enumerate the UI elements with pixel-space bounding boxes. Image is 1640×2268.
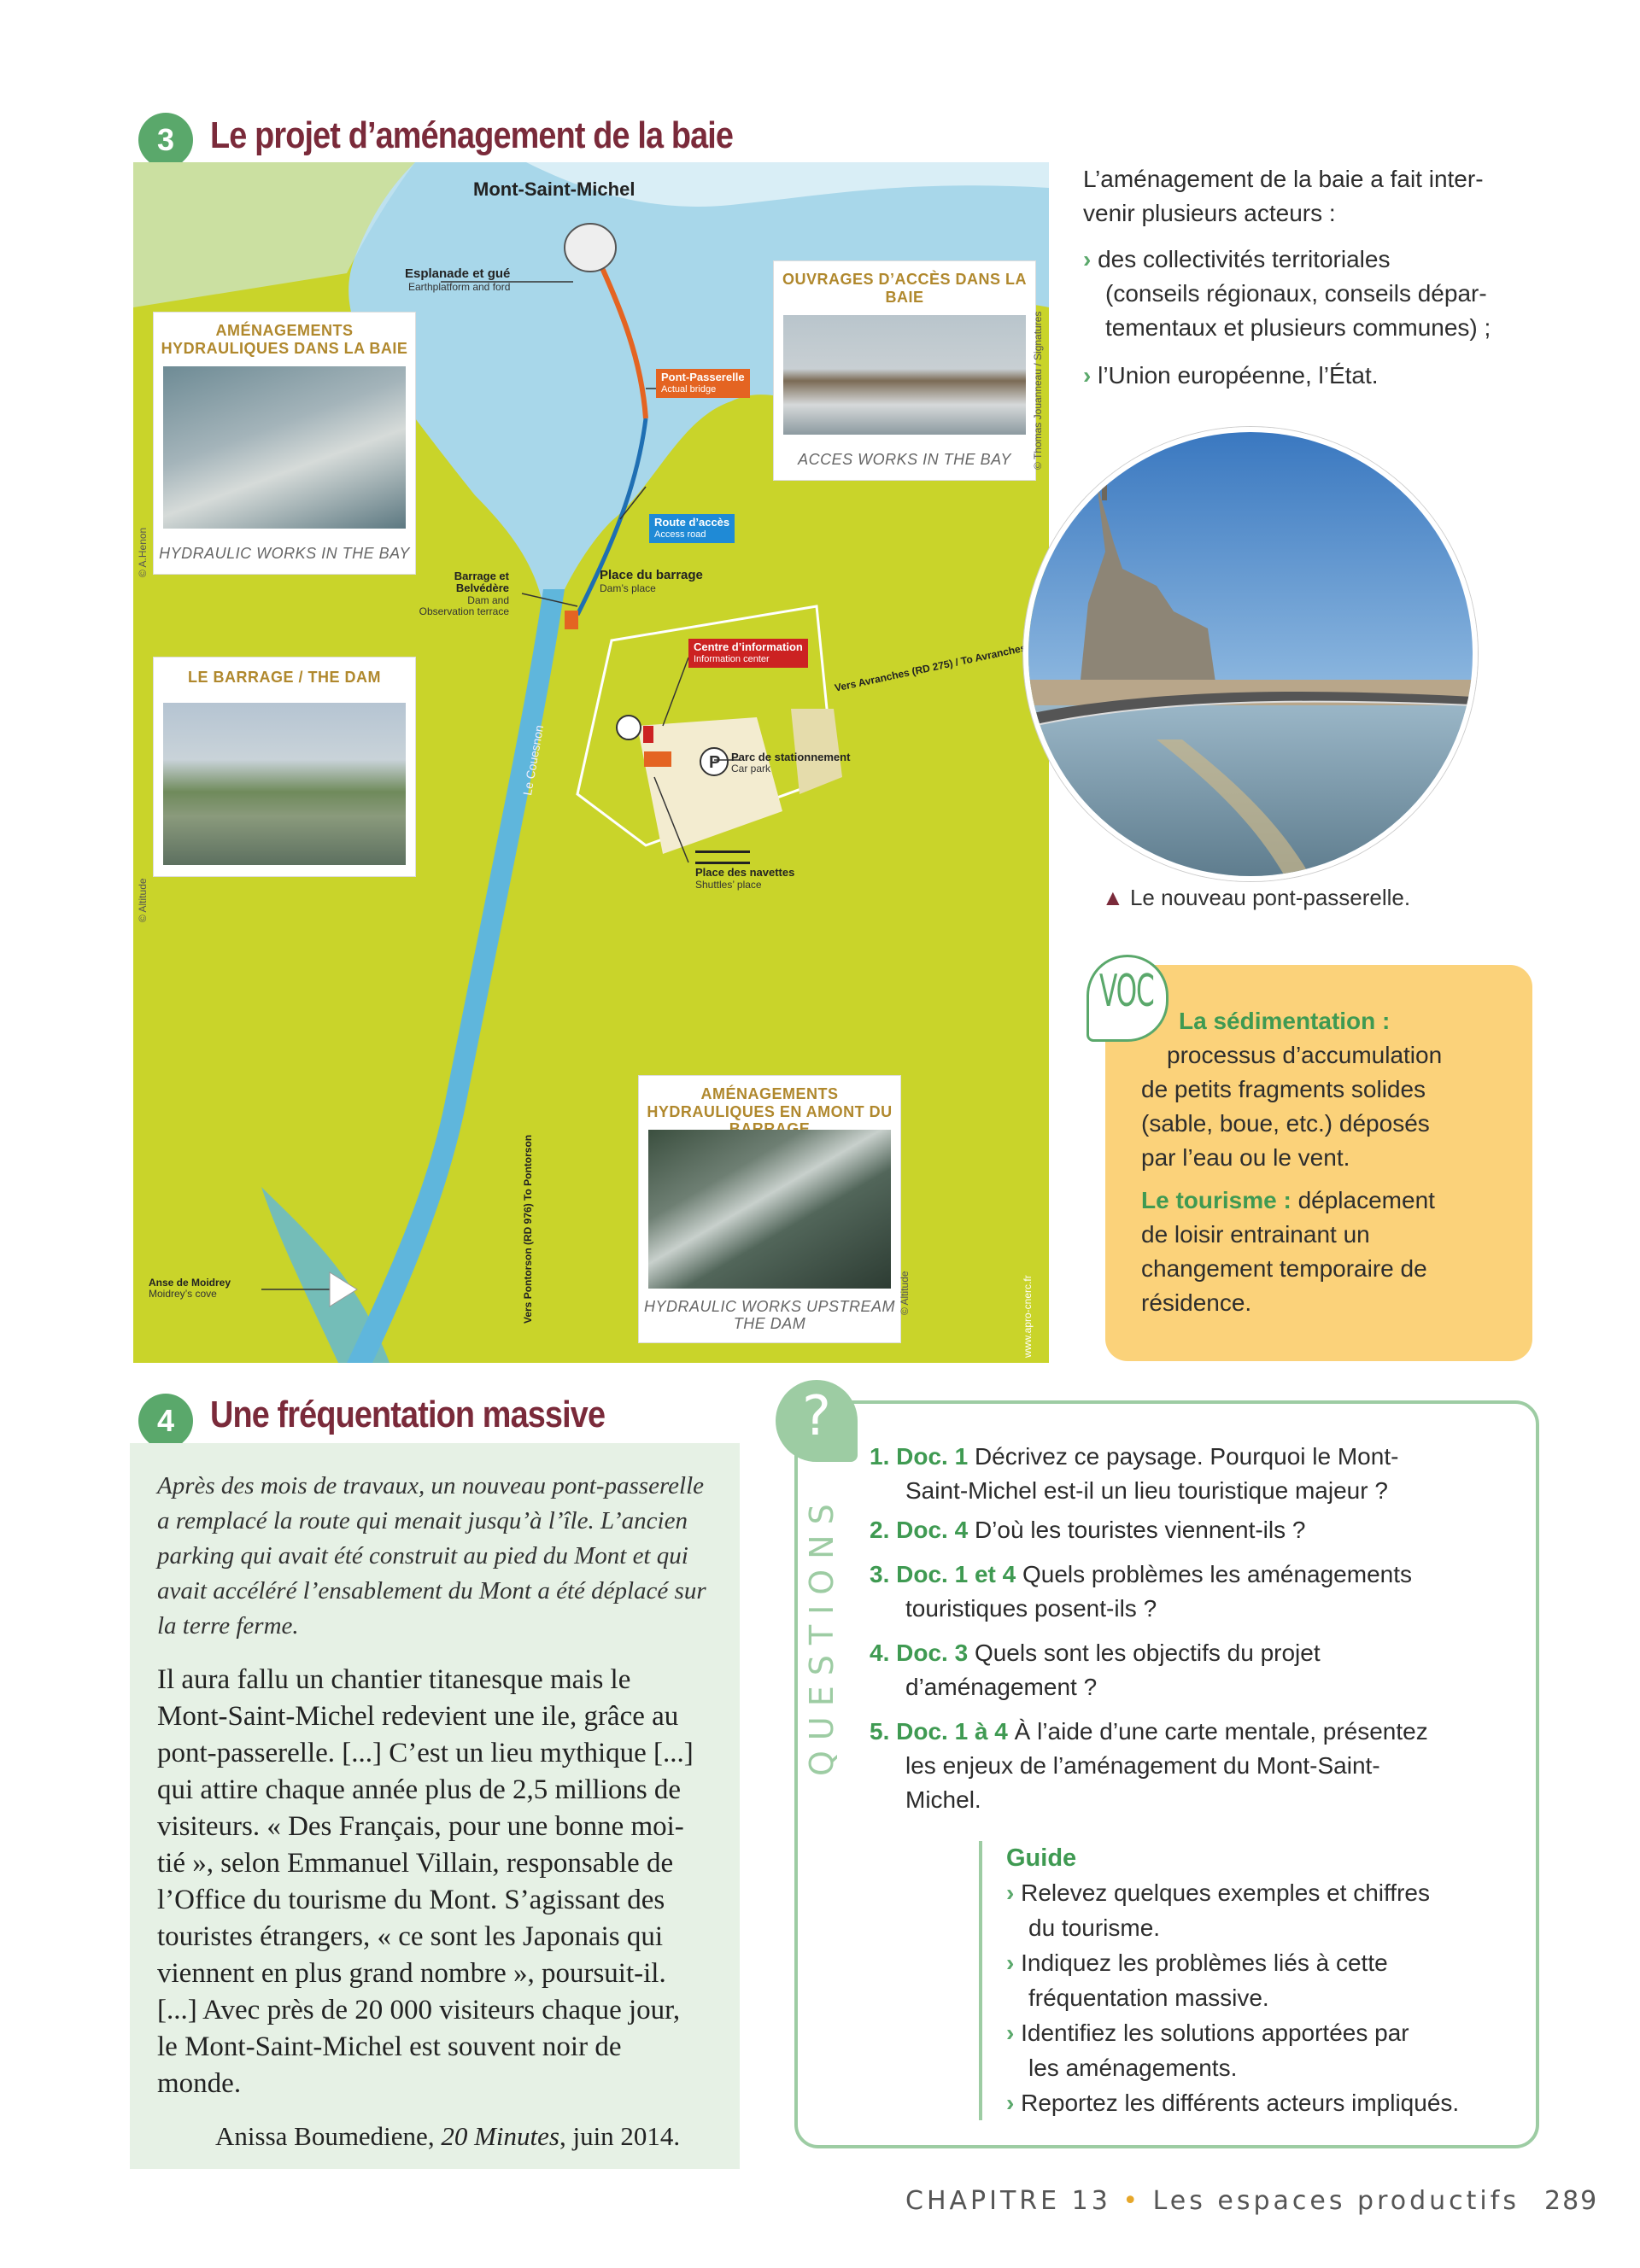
question-4-doc: Doc. 3	[896, 1640, 969, 1666]
tag-route-fr: Route d’accès	[654, 516, 730, 529]
label-anse-fr: Anse de Moidrey	[149, 1277, 231, 1289]
map-title: Mont-Saint-Michel	[473, 178, 636, 200]
tag-centre-fr: Centre d’information	[694, 640, 803, 653]
guide-item-2-line-2: fréquentation massive.	[1028, 1984, 1269, 2011]
question-4-number: 4.	[870, 1640, 890, 1666]
card-hydraulic-bay-title: AMÉNAGEMENTS HYDRAULIQUES DANS LA BAIE	[161, 322, 408, 357]
question-1-number: 1.	[870, 1443, 890, 1470]
intro-item-1-line-3: tementaux et plusieurs communes) ;	[1105, 314, 1491, 341]
question-badge	[776, 1380, 858, 1462]
doc4-source-publication: 20 Minutes	[441, 2121, 559, 2151]
tag-pont-fr: Pont-Passerelle	[661, 371, 745, 383]
question-3	[870, 1558, 1519, 1626]
credit-altitude: © Altitude	[137, 878, 149, 922]
question-3-line-2: touristiques posent-ils ?	[905, 1595, 1157, 1622]
doc4-body-line: qui attire chaque année plus de 2,5 millions de	[157, 1774, 682, 1805]
doc4-intro-line-4: avait accéléré l’ensablement du Mont a été déplacé sur	[157, 1577, 706, 1605]
footer-bullet: •	[1122, 2186, 1142, 2216]
doc4-body-line: visiteurs. « Des Français, pour une bonne moi-	[157, 1811, 684, 1842]
section-3-number: 3	[156, 122, 175, 157]
doc4-body-line: pont-passerelle. [...] C’est un lieu mythique [...]	[157, 1738, 694, 1768]
label-pontorson: Vers Pontorson (RD 976) To Pontorson	[522, 1134, 534, 1324]
photo-access-works	[783, 315, 1026, 435]
question-2-line-1: D’où les touristes viennent-ils ?	[974, 1517, 1306, 1543]
doc4-box	[130, 1443, 740, 2169]
tag-route-acces	[649, 514, 735, 543]
chevron-right-icon: ›	[1006, 2020, 1015, 2046]
shuttle-marker	[644, 751, 671, 767]
guide-item-1-line-2: du tourisme.	[1028, 1914, 1161, 1941]
doc4-body-line: touristes étrangers, « ce sont les Japonais qui	[157, 1921, 664, 1952]
intro-line-2: venir plusieurs acteurs :	[1083, 200, 1336, 226]
intro-text	[1083, 162, 1527, 393]
label-parc-en: Car park	[731, 763, 771, 775]
chevron-right-icon: ›	[1006, 2090, 1015, 2116]
doc4-intro-line-2: a remplacé la route qui menait jusqu’à l’île. L’ancien	[157, 1507, 688, 1534]
voc-def-2-line-1: de loisir entrainant un	[1141, 1221, 1370, 1248]
credit-site: www.apro-cnerc.fr	[1022, 1275, 1034, 1358]
label-navettes-fr: Place des navettes	[695, 866, 795, 880]
voc-def-1-line-4: par l’eau ou le vent.	[1141, 1144, 1350, 1171]
question-5-line-2: les enjeux de l’aménagement du Mont-Saint-	[905, 1752, 1380, 1779]
footer-chapter-title: Les espaces productifs	[1152, 2186, 1520, 2216]
question-4-line-1: Quels sont les objectifs du projet	[974, 1640, 1321, 1666]
car-park-area	[637, 717, 782, 854]
question-2-doc: Doc. 4	[896, 1517, 969, 1543]
dam-marker	[565, 611, 578, 629]
voc-def-1-line-3: (sable, boue, etc.) déposés	[1141, 1110, 1430, 1137]
label-esplanade-en: Earthplatform and ford	[407, 280, 511, 293]
mont-island	[565, 224, 616, 272]
card-access-works-title: OUVRAGES D’ACCÈS DANS LA BAIE	[782, 271, 1028, 306]
doc4-intro-line-5: la terre ferme.	[157, 1612, 299, 1640]
shuttle-bus-icon	[695, 850, 750, 864]
doc4-source-date: , juin 2014.	[559, 2121, 681, 2151]
label-barrage-fr: Barrage et Belvédère	[454, 570, 509, 595]
tag-pont-en: Actual bridge	[661, 383, 717, 395]
guide-item	[1006, 1945, 1553, 2015]
guide-item	[1006, 1875, 1553, 1945]
guide-item-3-line-1: Identifiez les solutions apportées par	[1021, 2020, 1409, 2046]
bay-map	[133, 162, 1049, 1363]
doc4-body-line: Il aura fallu un chantier titanesque mais le	[157, 1664, 631, 1695]
question-2	[870, 1513, 1519, 1547]
credit-henon: © A.Henon	[137, 527, 149, 577]
doc4-body-line: Mont-Saint-Michel redevient une ile, grâce au	[157, 1701, 679, 1732]
questions-vertical-label: QUESTIONS	[803, 1493, 840, 1776]
card-access-works	[774, 261, 1035, 480]
doc4-intro-line-3: parking qui avait été construit au pied du Mont et qui	[157, 1542, 688, 1569]
voc-def-1-line-2: de petits fragments solides	[1141, 1076, 1426, 1102]
section-4-number: 4	[156, 1403, 175, 1438]
chevron-right-icon: ›	[1083, 246, 1092, 272]
label-esplanade-fr: Esplanade et gué	[405, 266, 511, 281]
intro-item-1-line-2: (conseils régionaux, conseils dépar-	[1105, 280, 1487, 307]
chevron-right-icon: ›	[1006, 1949, 1015, 1976]
question-5-number: 5.	[870, 1718, 890, 1745]
tag-route-en: Access road	[654, 529, 706, 540]
intro-line-1: L’aménagement de la baie a fait inter-	[1083, 166, 1484, 192]
chevron-right-icon: ›	[1083, 362, 1092, 389]
question-2-number: 2.	[870, 1517, 890, 1543]
guide-section	[979, 1841, 1553, 2120]
voc-def-1-line-1: processus d’accumulation	[1167, 1042, 1443, 1068]
intro-item-1-line-1: des collectivités territoriales	[1098, 246, 1391, 272]
question-1-line-2: Saint-Michel est-il un lieu touristique majeur ?	[905, 1477, 1388, 1504]
question-1	[870, 1440, 1519, 1508]
guide-list	[1006, 1875, 1553, 2120]
question-3-line-1: Quels problèmes les aménagements	[1022, 1561, 1412, 1587]
photo-caption	[1102, 885, 1410, 911]
credit-altitude-2: © Altitude	[899, 1271, 911, 1315]
question-5-line-3: Michel.	[905, 1786, 981, 1813]
question-4-line-2: d’aménagement ?	[905, 1674, 1098, 1700]
voc-content	[1141, 1004, 1517, 1320]
doc4-body-line: monde.	[157, 2068, 242, 2099]
question-5	[870, 1715, 1519, 1817]
doc4-source-author: Anissa Boumediene,	[215, 2121, 435, 2151]
question-4	[870, 1636, 1519, 1704]
doc4-body-line: le Mont-Saint-Michel est souvent noir de	[157, 2031, 622, 2062]
guide-item-2-line-1: Indiquez les problèmes liés à cette	[1021, 1949, 1388, 1976]
voc-term-sedimentation: La sédimentation :	[1179, 1008, 1391, 1034]
card-access-works-caption: ACCES WORKS IN THE BAY	[798, 451, 1011, 469]
doc4-body-line: tié », selon Emmanuel Villain, responsable de	[157, 1848, 674, 1879]
svg-text:P: P	[709, 753, 721, 772]
guide-item	[1006, 2015, 1553, 2085]
voc-def-2-line-2: changement temporaire de	[1141, 1255, 1427, 1282]
question-mark-icon: ?	[802, 1385, 831, 1448]
label-navettes-en: Shuttles’ place	[695, 878, 762, 891]
label-anse	[149, 1277, 231, 1300]
guide-item-1-line-1: Relevez quelques exemples et chiffres	[1021, 1879, 1430, 1906]
label-avranches: Vers Avranches (RD 275) / To Avranches	[833, 641, 1028, 694]
question-3-doc: Doc. 1 et 4	[896, 1561, 1016, 1587]
photo-dam	[163, 703, 406, 865]
label-place-barrage-en: Dam’s place	[600, 582, 656, 594]
credit-thomas: © Thomas Jouanneau / Signatures	[1032, 311, 1044, 470]
chevron-right-icon: ›	[1006, 1879, 1015, 1906]
question-5-line-1: À l’aide d’une carte mentale, présentez	[1014, 1718, 1428, 1745]
footer-chapter-number: CHAPITRE 13	[905, 2186, 1111, 2216]
label-couesnon: Le Couesnon	[520, 723, 547, 797]
tag-pont-passerelle	[656, 369, 750, 398]
label-parc	[731, 751, 850, 775]
photo-hydraulic-bay	[163, 366, 406, 529]
guide-item-3-line-2: les aménagements.	[1028, 2055, 1238, 2081]
guide-title: Guide	[1006, 1844, 1077, 1872]
doc4-body-line: viennent en plus grand nombre », poursuit-il.	[157, 1958, 666, 1989]
tag-centre-en: Information center	[694, 653, 770, 664]
question-1-line-1: Décrivez ce paysage. Pourquoi le Mont-	[974, 1443, 1399, 1470]
photo-upstream	[648, 1130, 891, 1289]
question-5-doc: Doc. 1 à 4	[896, 1718, 1008, 1745]
voc-badge-text: VOC	[1099, 966, 1154, 1017]
card-upstream	[639, 1076, 900, 1342]
doc4-source	[215, 2121, 680, 2152]
photo-caption-text: Le nouveau pont-passerelle.	[1129, 885, 1411, 910]
card-dam-title: LE BARRAGE / THE DAM	[188, 669, 381, 686]
doc4-intro	[157, 1469, 721, 1644]
doc4-body-line: [...] Avec près de 20 000 visiteurs chaque jour,	[157, 1995, 681, 2025]
info-marker	[643, 726, 653, 743]
question-3-number: 3.	[870, 1561, 890, 1587]
intro-item-2-line-1: l’Union européenne, l’État.	[1098, 362, 1379, 389]
guide-item-4-line-1: Reportez les différents acteurs impliqués.	[1021, 2090, 1460, 2116]
label-esplanade	[405, 267, 510, 293]
label-navettes	[695, 850, 794, 891]
triangle-up-icon: ▲	[1102, 885, 1124, 910]
label-barrage	[415, 570, 509, 617]
card-dam	[154, 658, 415, 876]
voc-def-2-first: déplacement	[1297, 1187, 1435, 1213]
doc4-intro-line-1: Après des mois de travaux, un nouveau pont-passerelle	[157, 1472, 705, 1499]
doc4-body	[157, 1662, 721, 2102]
card-hydraulic-bay-caption: HYDRAULIC WORKS IN THE BAY	[159, 545, 410, 563]
section-4-title: Une fréquentation massive	[210, 1394, 606, 1435]
label-anse-en: Moidrey’s cove	[149, 1288, 217, 1301]
moidrey-cove	[261, 1187, 390, 1363]
voc-term-tourisme: Le tourisme :	[1141, 1187, 1292, 1213]
info-icon	[617, 716, 641, 739]
card-hydraulic-bay	[154, 313, 415, 574]
bridge-photo-graphic	[1028, 432, 1473, 876]
footer-chapter	[905, 2186, 1520, 2216]
question-1-doc: Doc. 1	[896, 1443, 969, 1470]
voc-def-2-line-3: résidence.	[1141, 1289, 1252, 1316]
intro-item-1	[1083, 243, 1527, 345]
intro-item-2	[1083, 359, 1527, 393]
card-upstream-caption: HYDRAULIC WORKS UPSTREAM THE DAM	[643, 1297, 896, 1333]
card-upstream-title: AMÉNAGEMENTS HYDRAULIQUES EN AMONT DU	[647, 1085, 893, 1120]
section-3-title: Le projet d’aménagement de la baie	[210, 114, 734, 156]
label-place-barrage	[600, 569, 703, 594]
label-barrage-en: Dam and Observation terrace	[419, 593, 509, 617]
bridge-photo	[1023, 427, 1478, 881]
page-number: 289	[1544, 2186, 1599, 2216]
label-parc-fr: Parc de stationnement	[731, 751, 851, 763]
doc4-body-line: l’Office du tourisme du Mont. S’agissant des	[157, 1885, 665, 1915]
voc-term-2-line	[1141, 1184, 1517, 1218]
tag-centre-information	[688, 639, 808, 668]
label-place-barrage-fr: Place du barrage	[600, 568, 703, 582]
guide-item	[1006, 2085, 1553, 2120]
